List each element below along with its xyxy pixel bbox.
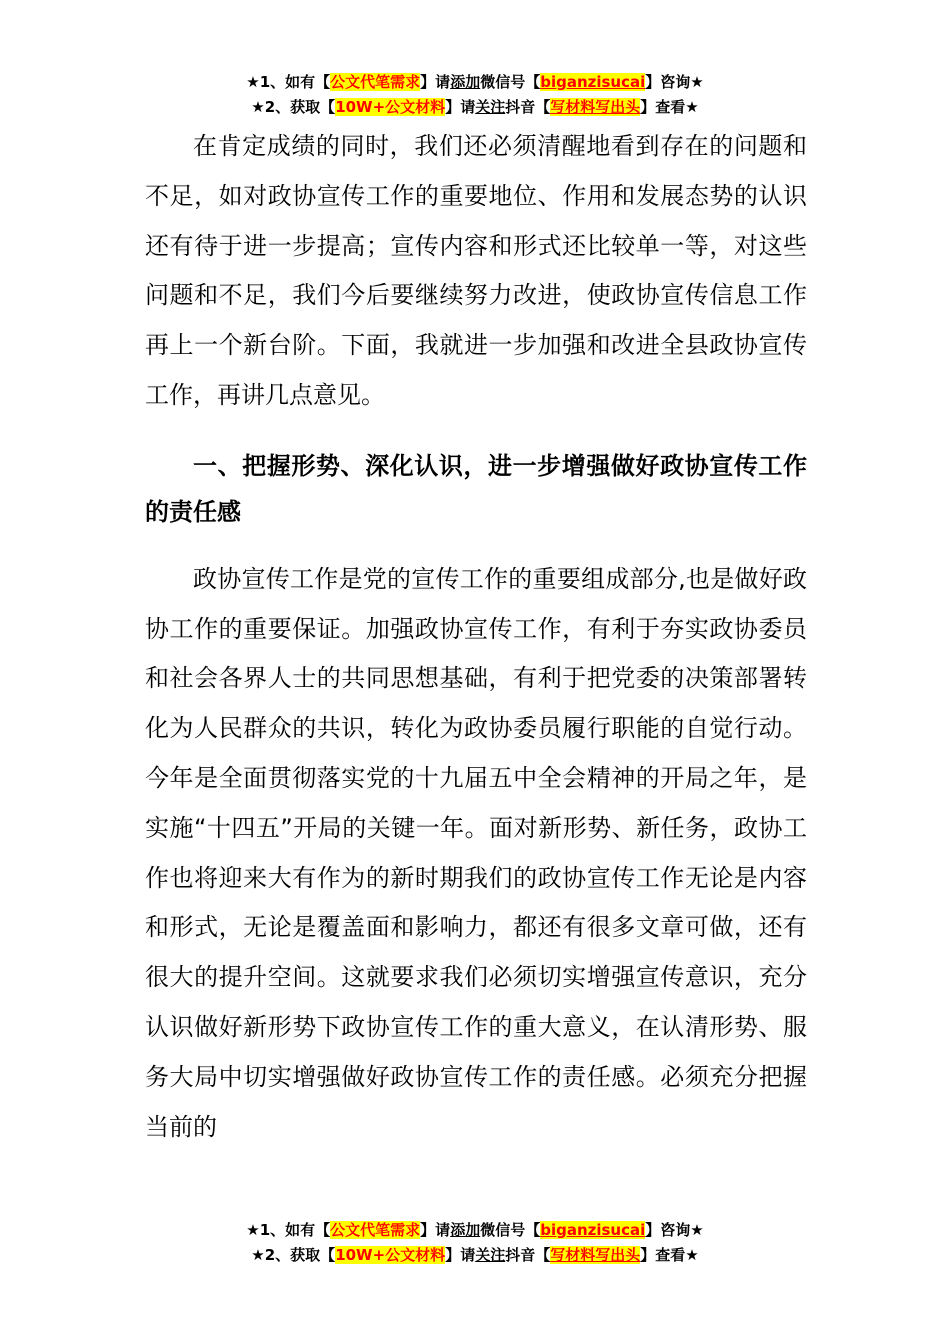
banner-douyin-id: 写材料写出头 — [550, 98, 641, 116]
banner-highlight: 10W+公文材料 — [335, 1246, 446, 1264]
banner-text: ★1、如有【 — [246, 73, 331, 91]
banner-douyin-id: 写材料写出头 — [550, 1246, 641, 1264]
banner-line-2 — [0, 95, 950, 120]
banner-text: 微信号【 — [480, 1221, 541, 1239]
banner-text: 微信号【 — [480, 73, 541, 91]
banner-underlined-text: 关注 — [475, 1246, 506, 1264]
banner-text: 】请 — [445, 1246, 476, 1264]
banner-text: 】请 — [420, 73, 451, 91]
banner-text: 】查看★ — [640, 98, 699, 116]
banner-underlined-text: 添加 — [450, 73, 481, 91]
banner-line-1 — [0, 1218, 950, 1243]
banner-wechat-id: biganzisucai — [540, 73, 646, 91]
banner-text: 】咨询★ — [645, 73, 704, 91]
banner-underlined-text: 添加 — [450, 1221, 481, 1239]
banner-text: 】查看★ — [640, 1246, 699, 1264]
banner-highlight: 公文代笔需求 — [330, 73, 421, 91]
banner-wechat-id: biganzisucai — [540, 1221, 646, 1239]
document-body — [145, 122, 807, 1152]
banner-text: 】请 — [420, 1221, 451, 1239]
banner-text: ★2、获取【 — [251, 1246, 336, 1264]
banner-highlight: 10W+公文材料 — [335, 98, 446, 116]
banner-highlight: 公文代笔需求 — [330, 1221, 421, 1239]
banner-text: ★1、如有【 — [246, 1221, 331, 1239]
banner-line-1 — [0, 70, 950, 95]
banner-text: 】咨询★ — [645, 1221, 704, 1239]
section-heading-1: 一、把握形势、深化认识，进一步增强做好政协宣传工作的责任感 — [145, 451, 807, 526]
banner-text: 抖音【 — [505, 98, 551, 116]
body-paragraph-1: 在肯定成绩的同时，我们还必须清醒地看到存在的问题和不足，如对政协宣传工作的重要地位、作用和发展态势的认识还有待于进一步提高；宣传内容和形式还比较单一等，对这些问题和不足，我们今后要继续努力改进，使政协宣传信息工作再上一个新台阶。下面，我就进一步加强和改进全县政协宣传工作，再讲几点意见。 — [145, 132, 807, 409]
banner-text: 】请 — [445, 98, 476, 116]
footer-banner — [0, 1218, 950, 1268]
header-banner — [0, 70, 950, 120]
banner-line-2 — [0, 1243, 950, 1268]
banner-text: ★2、获取【 — [251, 98, 336, 116]
body-paragraph-2: 政协宣传工作是党的宣传工作的重要组成部分,也是做好政协工作的重要保证。加强政协宣传工作，有利于夯实政协委员和社会各界人士的共同思想基础，有利于把党委的决策部署转化为人民群众的共识，转化为政协委员履行职能的自觉行动。今年是全面贯彻落实党的十九届五中全会精神的开局之年，是实施“十四五”开局的关键一年。面对新形势、新任务，政协工作也将迎来大有作为的新时期我们的政协宣传工作无论是内容和形式，无论是覆盖面和影响力，都还有很多文章可做，还有很大的提升空间。这就要求我们必须切实增强宣传意识，充分认识做好新形势下政协宣传工作的重大意义，在认清形势、服务大局中切实增强做好政协宣传工作的责任感。必须充分把握当前的 — [145, 564, 807, 1141]
banner-underlined-text: 关注 — [475, 98, 506, 116]
banner-text: 抖音【 — [505, 1246, 551, 1264]
